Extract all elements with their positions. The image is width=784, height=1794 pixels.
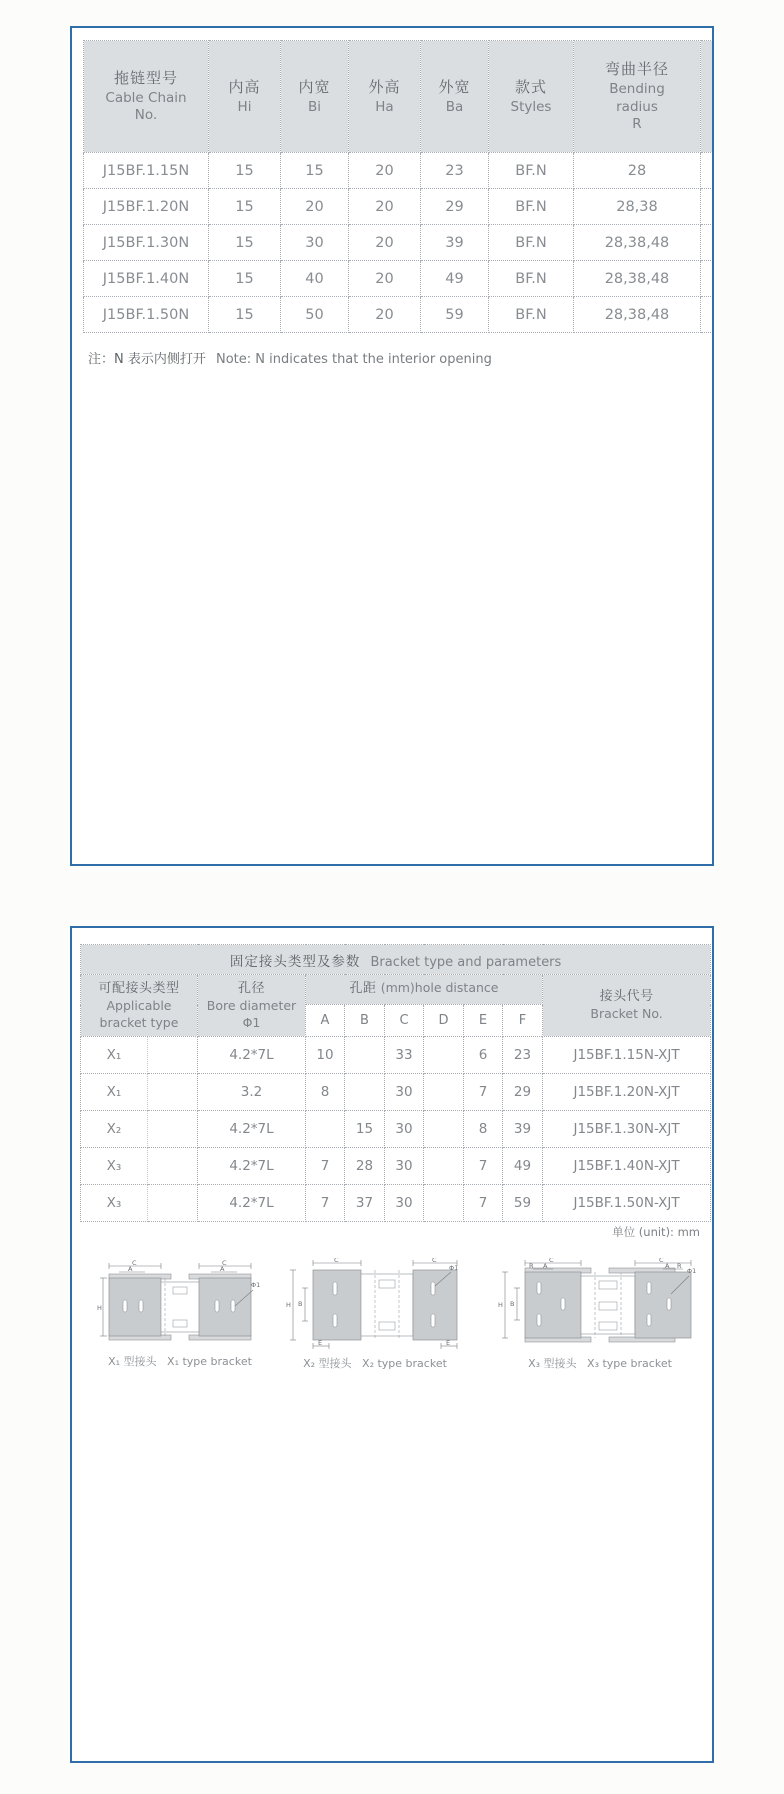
cell-bracket-no: J15BF.1.20N-XJT [543,1074,711,1111]
cell-bore: 4.2*7L [198,1111,306,1148]
subheader-c: C [385,1005,424,1037]
cell-ha: 20 [349,153,421,189]
bracket-row [81,1074,711,1111]
cell-bore: 4.2*7L [198,1148,306,1185]
cell-model: J15BF.1.30N [84,225,209,261]
cell-radius: 28,38,48 [574,297,701,333]
dimension-label: E [318,1339,323,1347]
dimension-label: A [665,1262,670,1270]
dimension-label: A [543,1262,548,1270]
spec-panel [70,26,714,866]
cell-bore: 4.2*7L [198,1185,306,1222]
bracket-drawing-x3-image [495,1258,705,1350]
cell-hole-d [424,1037,464,1074]
cell-model: J15BF.1.50N [84,297,209,333]
header-line: Ha [375,98,394,115]
cell-type-spacer [148,1185,198,1222]
cell-hole-e: 7 [464,1148,503,1185]
bracket-row [81,1111,711,1148]
cell-bracket-no: J15BF.1.40N-XJT [543,1148,711,1185]
dimension-label: C [432,1258,437,1264]
header-line: bracket type [99,1014,179,1030]
cell-hole-c: 30 [385,1074,424,1111]
bracket-row [81,1148,711,1185]
bracket-row [81,1185,711,1222]
header-line: Bi [307,98,321,115]
header-clipped-column [701,41,713,153]
cell-hole-f: 29 [503,1074,543,1111]
table-note [88,348,492,367]
cell-type: X₃ [81,1185,148,1222]
header-line: 孔径 [237,981,265,997]
dimension-label: R [529,1262,534,1270]
bracket-diagram-x1 [95,1260,265,1369]
cell-radius: 28,38,48 [574,261,701,297]
header-line: 接头代号 [599,989,654,1005]
table-row [84,189,713,225]
caption-en: X₂ type bracket [362,1357,447,1370]
header-line: Styles [510,98,552,115]
cell-type: X₁ [81,1074,148,1111]
cell-bracket-no: J15BF.1.50N-XJT [543,1185,711,1222]
cell-clipped [701,189,713,225]
caption-zh: X₂ 型接头 [303,1357,352,1370]
cell-style: BF.N [489,261,574,297]
cell-hole-e: 7 [464,1185,503,1222]
header-bracket-no [543,975,711,1037]
header-line: Cable Chain [105,89,187,106]
cell-style: BF.N [489,225,574,261]
header-line: 内宽 [298,77,331,96]
group-en: (mm)hole distance [380,980,499,996]
cell-bi: 40 [281,261,349,297]
header-line: 可配接头类型 [98,981,180,997]
header-line: Applicable [106,998,172,1014]
diagram-caption [495,1355,705,1371]
cable-chain-table [83,40,712,333]
cell-hole-e: 6 [464,1037,503,1074]
cell-hole-a: 10 [306,1037,345,1074]
cell-bore: 4.2*7L [198,1037,306,1074]
cell-bore: 3.2 [198,1074,306,1111]
cell-hole-e: 7 [464,1074,503,1111]
cell-hi: 15 [209,189,281,225]
subheader-a: A [306,1005,345,1037]
header-line: radius [616,98,658,115]
cell-hole-f: 59 [503,1185,543,1222]
cell-hi: 15 [209,297,281,333]
cell-hole-c: 30 [385,1185,424,1222]
caption-en: X₁ type bracket [167,1355,252,1368]
table-header-row [84,41,713,153]
cell-ba: 29 [421,189,489,225]
header-line: 拖链型号 [113,69,178,88]
dimension-label: C [132,1260,137,1267]
header-styles [489,41,574,153]
bracket-table-title-row [81,945,711,975]
header-hole-distance-group [306,975,543,1005]
header-inner-width [281,41,349,153]
cell-hole-b: 15 [345,1111,385,1148]
dimension-label: C [549,1258,554,1264]
cell-style: BF.N [489,153,574,189]
table-row [84,153,713,189]
cell-ba: 59 [421,297,489,333]
cell-hole-a: 7 [306,1185,345,1222]
cell-hole-d [424,1074,464,1111]
header-line: Hi [237,98,252,115]
header-cable-chain-no [84,41,209,153]
cell-bi: 20 [281,189,349,225]
dimension-label: A [128,1265,133,1273]
dimension-label: H [498,1301,503,1309]
cell-hole-f: 49 [503,1148,543,1185]
note-zh: 注：N 表示内侧打开 [88,352,206,367]
header-line: Bore diameter [206,998,297,1014]
header-line: 外宽 [438,77,471,96]
diagram-caption [285,1355,465,1371]
cell-clipped [701,225,713,261]
header-inner-height [209,41,281,153]
header-line: 内高 [228,77,261,96]
cell-hole-c: 30 [385,1111,424,1148]
unit-note: 单位 (unit): mm [612,1225,700,1239]
bracket-drawing-x1-image [95,1260,265,1348]
cell-hole-d [424,1185,464,1222]
subheader-e: E [464,1005,503,1037]
header-line: 弯曲半径 [604,60,669,79]
header-bore-diameter [198,975,306,1037]
header-applicable-type [81,975,198,1037]
cell-model: J15BF.1.15N [84,153,209,189]
dimension-label: E [446,1339,451,1347]
table-row [84,261,713,297]
cell-hole-b [345,1074,385,1111]
cell-radius: 28,38,48 [574,225,701,261]
header-line: Ba [445,98,464,115]
bracket-table-title [81,945,711,975]
dimension-label: Φ1 [449,1264,459,1272]
cell-model: J15BF.1.40N [84,261,209,297]
cell-bi: 50 [281,297,349,333]
cell-hole-b: 28 [345,1148,385,1185]
header-bending-radius [574,41,701,153]
subheader-d: D [424,1005,464,1037]
cell-hole-e: 8 [464,1111,503,1148]
dimension-label: Φ1 [251,1281,261,1289]
cell-hole-d [424,1148,464,1185]
cell-style: BF.N [489,189,574,225]
diagram-caption [95,1353,265,1369]
cell-ha: 20 [349,261,421,297]
cell-hole-c: 30 [385,1148,424,1185]
dimension-label: A [220,1265,225,1273]
title-en: Bracket type and parameters [370,954,562,970]
cell-type: X₁ [81,1037,148,1074]
header-outer-width [421,41,489,153]
cell-type: X₂ [81,1111,148,1148]
cell-clipped [701,261,713,297]
cell-hole-f: 39 [503,1111,543,1148]
cell-hi: 15 [209,153,281,189]
cell-hole-a [306,1111,345,1148]
table-row [84,297,713,333]
cell-hole-b [345,1037,385,1074]
bracket-diagram-x3 [495,1258,705,1371]
dimension-label: C [222,1260,227,1267]
cell-bracket-no: J15BF.1.30N-XJT [543,1111,711,1148]
dimension-label: H [286,1301,291,1309]
cell-type-spacer [148,1074,198,1111]
cell-bi: 15 [281,153,349,189]
cell-model: J15BF.1.20N [84,189,209,225]
header-line: No. [134,107,158,124]
header-line: R [632,116,642,133]
caption-en: X₃ type bracket [587,1357,672,1370]
cell-type-spacer [148,1111,198,1148]
cell-hole-c: 33 [385,1037,424,1074]
bracket-diagram-x2 [285,1258,465,1371]
subheader-b: B [345,1005,385,1037]
cell-hole-a: 7 [306,1148,345,1185]
bracket-row [81,1037,711,1074]
header-outer-height [349,41,421,153]
cell-hole-b: 37 [345,1185,385,1222]
bracket-panel [70,926,714,1763]
header-line: Φ1 [242,1014,261,1030]
dimension-label: Φ1 [687,1267,697,1275]
cell-hole-a: 8 [306,1074,345,1111]
caption-zh: X₁ 型接头 [108,1355,157,1368]
cell-style: BF.N [489,297,574,333]
cell-clipped [701,153,713,189]
subheader-f: F [503,1005,543,1037]
cable-chain-table-wrapper [83,40,712,333]
cell-ba: 49 [421,261,489,297]
bracket-table [80,944,711,1222]
cell-bracket-no: J15BF.1.15N-XJT [543,1037,711,1074]
cell-clipped [701,297,713,333]
cell-hi: 15 [209,261,281,297]
bracket-header-row [81,975,711,1005]
cell-ha: 20 [349,297,421,333]
cell-ha: 20 [349,225,421,261]
cell-ba: 39 [421,225,489,261]
dimension-label: H [97,1304,102,1312]
table-row [84,225,713,261]
cell-bi: 30 [281,225,349,261]
header-line: Bending [609,81,665,98]
caption-zh: X₃ 型接头 [528,1357,577,1370]
dimension-label: C [334,1258,339,1264]
dimension-label: C [659,1258,664,1264]
cell-hi: 15 [209,225,281,261]
header-line: 外高 [368,77,401,96]
header-line: 款式 [514,77,547,96]
bracket-drawing-x2-image [285,1258,465,1350]
cell-radius: 28,38 [574,189,701,225]
title-zh: 固定接头类型及参数 [229,953,361,970]
cell-radius: 28 [574,153,701,189]
cell-hole-d [424,1111,464,1148]
dimension-label: R [677,1262,682,1270]
cell-ha: 20 [349,189,421,225]
cell-hole-f: 23 [503,1037,543,1074]
bracket-table-wrapper [80,944,710,1222]
note-en: Note: N indicates that the interior opening [216,352,492,367]
dimension-label: B [298,1300,303,1308]
cell-ba: 23 [421,153,489,189]
cell-type: X₃ [81,1148,148,1185]
header-line: Bracket No. [590,1006,663,1022]
dimension-label: B [510,1300,515,1308]
cell-type-spacer [148,1148,198,1185]
group-zh: 孔距 [349,981,377,997]
cell-type-spacer [148,1037,198,1074]
